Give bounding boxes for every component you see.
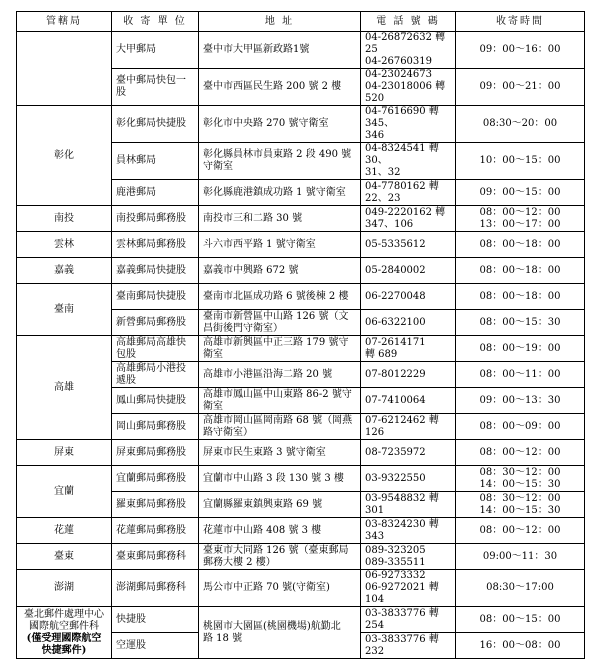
hours-text: 08：00～12：00 (479, 446, 561, 458)
hours-text: 10：00～15：00 (479, 155, 561, 166)
phone-text: 089-323205 (365, 544, 426, 556)
hours-cell (456, 32, 585, 69)
phone-cell (361, 362, 456, 388)
hours-cell (456, 310, 585, 336)
hours-text: 14：00～15：30 (479, 504, 561, 516)
region-cell-tainan: 臺南 (17, 284, 112, 336)
hours-text: 08：00～12：00 (479, 206, 561, 218)
phone-text: 03-3833776 轉 254 (365, 607, 439, 631)
address-text: 臺南市新營區中山路 126 號（文 (203, 310, 349, 322)
table-row (17, 544, 585, 570)
unit-text: 包股 (116, 348, 136, 360)
unit-cell (112, 492, 199, 518)
address-text: 花蓮市中山路 408 號 3 樓 (203, 524, 322, 536)
region-cell-taitung: 臺東 (17, 544, 112, 570)
phone-cell (361, 310, 456, 336)
hours-cell (456, 284, 585, 310)
phone-text: 07-6212462 轉 126 (365, 414, 439, 438)
hours-text: 09:00～11：30 (482, 550, 558, 562)
phone-cell (361, 388, 456, 414)
address-text: 臺中市大甲區新政路1號 (203, 44, 310, 55)
phone-text: 346 (365, 130, 385, 141)
phone-cell (361, 466, 456, 492)
unit-text: 新營郵局郵務股 (116, 316, 186, 328)
phone-cell (361, 180, 456, 206)
phone-text: 03-9548832 轉 301 (365, 492, 439, 516)
phone-text: 31、32 (365, 167, 401, 178)
phone-cell (361, 440, 456, 466)
phone-cell (361, 607, 456, 633)
phone-cell (361, 336, 456, 362)
hours-cell (456, 414, 585, 440)
taipei-center-note: 快捷郵件) (41, 644, 87, 656)
address-cell (199, 310, 361, 336)
unit-cell (112, 633, 199, 659)
unit-text: 高雄郵局小港投 (116, 362, 186, 374)
unit-text: 羅東郵局郵務股 (116, 498, 186, 510)
hours-cell (456, 607, 585, 633)
unit-cell (112, 32, 199, 69)
unit-cell (112, 180, 199, 206)
hours-cell (456, 570, 585, 607)
hours-cell (456, 106, 585, 143)
region-cell-pingtung: 屏東 (17, 440, 112, 466)
hours-text: 08：30～12：00 (479, 466, 561, 478)
address-text: 斗六市西平路 1 號守衛室 (203, 238, 316, 250)
hours-cell (456, 206, 585, 232)
header-address: 地 址 (199, 12, 361, 32)
hours-text: 08：30～12：00 (479, 492, 561, 504)
unit-text: 高雄郵局高雄快 (116, 336, 186, 348)
hours-cell (456, 336, 585, 362)
address-cell (199, 106, 361, 143)
taipei-center-note: (僅受理國際航空 (26, 632, 102, 644)
address-cell (199, 466, 361, 492)
hours-text: 08：00～18：00 (479, 238, 561, 250)
region-cell-taichung (17, 32, 112, 106)
table-row (17, 206, 585, 232)
table-row (17, 258, 585, 284)
table-row (17, 607, 585, 633)
address-cell (199, 362, 361, 388)
mail-acceptance-table (16, 11, 585, 659)
phone-text: 347、106 (365, 218, 414, 230)
taipei-center-dept: 國際航空郵件科 (29, 620, 99, 632)
unit-text: 彰化郵局快捷股 (116, 118, 186, 129)
phone-text: 04-7616690 轉 345、 (365, 106, 439, 129)
hours-cell (456, 180, 585, 206)
unit-cell (112, 336, 199, 362)
unit-text: 員林郵局 (116, 155, 156, 166)
unit-text: 嘉義郵局快捷股 (116, 264, 186, 276)
address-text: 屏東市民生東路 3 號守衛室 (203, 446, 326, 458)
hours-text: 08:30～17:00 (486, 582, 554, 593)
unit-text: 鹿港郵局 (116, 186, 156, 198)
unit-cell (112, 310, 199, 336)
unit-cell (112, 362, 199, 388)
address-cell (199, 284, 361, 310)
address-cell (199, 143, 361, 180)
phone-cell (361, 32, 456, 69)
table-row (17, 284, 585, 310)
header-hours: 收寄時間 (456, 12, 585, 32)
address-cell (199, 180, 361, 206)
phone-text: 05-5335612 (365, 238, 426, 250)
phone-cell (361, 258, 456, 284)
unit-text: 鳳山郵局快捷股 (116, 394, 186, 406)
table-row (17, 32, 585, 69)
phone-text: 08-7235972 (365, 446, 426, 458)
region-cell-penghu: 澎湖 (17, 570, 112, 607)
taipei-center-name: 臺北郵件處理中心 (24, 608, 104, 620)
header-row (17, 12, 585, 32)
unit-text: 臺中郵局快包一 (116, 75, 186, 86)
address-text: 衛室 (203, 348, 223, 360)
address-cell (199, 388, 361, 414)
hours-cell (456, 258, 585, 284)
table-row (17, 466, 585, 492)
hours-text: 09：00～13：30 (479, 394, 561, 406)
address-text: 衛室 (203, 400, 223, 412)
table-row (17, 336, 585, 362)
phone-text: 03-9322550 (365, 472, 426, 484)
hours-cell (456, 362, 585, 388)
hours-text: 16：00～08：00 (479, 639, 561, 651)
phone-cell (361, 544, 456, 570)
phone-text: 07-2614171 (365, 336, 426, 348)
hours-text: 14：00～15：30 (479, 478, 561, 490)
phone-cell (361, 414, 456, 440)
address-text: 嘉義市中興路 672 號 (203, 264, 299, 276)
phone-cell (361, 492, 456, 518)
address-text: 高雄市岡山區岡南路 68 號（岡燕 (203, 414, 353, 426)
hours-cell (456, 466, 585, 492)
region-cell-kaohsiung: 高雄 (17, 336, 112, 440)
address-cell (199, 492, 361, 518)
region-cell-taipei-center (17, 607, 112, 659)
address-text: 路守衛室） (203, 426, 253, 438)
header-region: 管轄局 (17, 12, 112, 32)
table-row (17, 570, 585, 607)
phone-cell (361, 206, 456, 232)
header-phone: 電 話 號 碼 (361, 12, 456, 32)
region-cell-chiayi: 嘉義 (17, 258, 112, 284)
region-cell-hualien: 花蓮 (17, 518, 112, 544)
address-cell (199, 570, 361, 607)
hours-cell (456, 492, 585, 518)
phone-text: 03-8324230 轉 343 (365, 518, 439, 542)
unit-cell (112, 206, 199, 232)
hours-text: 08:30～20：00 (482, 118, 558, 129)
unit-text: 臺東郵局郵務科 (116, 550, 186, 562)
address-text: 昌街後門守衛室） (203, 322, 283, 334)
address-cell (199, 518, 361, 544)
phone-text: 06-6322100 (365, 316, 426, 328)
unit-cell (112, 143, 199, 180)
unit-text: 快捷股 (116, 613, 146, 625)
unit-text: 澎湖郵局郵務科 (116, 582, 186, 593)
hours-text: 08：00～15：00 (479, 613, 561, 625)
unit-cell (112, 466, 199, 492)
hours-cell (456, 388, 585, 414)
address-text: 郵務大樓 2 樓） (203, 556, 276, 568)
address-cell (199, 32, 361, 69)
address-text: 守衛室 (203, 161, 233, 172)
phone-text: 07-7410064 (365, 394, 426, 406)
unit-text: 臺南郵局快捷股 (116, 290, 186, 302)
address-text: 馬公市中正路 70 號(守衛室) (203, 582, 330, 593)
address-text: 彰化縣員林市員東路 2 段 490 號 (203, 149, 352, 160)
phone-text: 04-23024673 (365, 69, 433, 80)
region-cell-yunlin: 雲林 (17, 232, 112, 258)
hours-cell (456, 633, 585, 659)
unit-text: 屏東郵局郵務股 (116, 446, 186, 458)
address-text: 臺南市北區成功路 6 號後棟 2 樓 (203, 290, 349, 302)
unit-cell (112, 69, 199, 106)
unit-cell (112, 258, 199, 284)
unit-cell (112, 440, 199, 466)
address-cell (199, 206, 361, 232)
address-cell (199, 258, 361, 284)
unit-text: 遞股 (116, 374, 136, 386)
phone-cell (361, 143, 456, 180)
unit-text: 岡山郵局郵務股 (116, 420, 186, 432)
hours-cell (456, 143, 585, 180)
phone-text: 07-8012229 (365, 368, 426, 380)
unit-cell (112, 232, 199, 258)
address-cell (199, 336, 361, 362)
region-cell-nantou: 南投 (17, 206, 112, 232)
address-text: 桃園市大園區(桃園機場)航勤北 (203, 620, 341, 632)
table-row (17, 232, 585, 258)
hours-text: 08：00～11：00 (479, 368, 561, 380)
phone-cell (361, 284, 456, 310)
unit-text: 股 (116, 87, 126, 98)
hours-text: 09：00～21：00 (479, 81, 561, 92)
address-cell (199, 232, 361, 258)
phone-cell (361, 106, 456, 143)
unit-text: 花蓮郵局郵務股 (116, 524, 186, 536)
unit-cell (112, 518, 199, 544)
hours-cell (456, 518, 585, 544)
hours-text: 09：00～15：00 (479, 186, 561, 198)
unit-cell (112, 284, 199, 310)
hours-text: 08：00～18：00 (479, 264, 561, 276)
address-text: 高雄市鳳山區中山東路 86-2 號守 (203, 388, 352, 400)
phone-text: 轉 689 (365, 348, 398, 360)
table-row (17, 440, 585, 466)
phone-text: 04-8324541 轉 30、 (365, 143, 439, 166)
address-cell (199, 414, 361, 440)
phone-text: 06-9272021 轉 104 (365, 582, 439, 605)
unit-cell (112, 570, 199, 607)
phone-cell (361, 232, 456, 258)
hours-cell (456, 440, 585, 466)
phone-cell (361, 518, 456, 544)
hours-text: 08：00～15：30 (479, 316, 561, 328)
hours-cell (456, 544, 585, 570)
unit-cell (112, 607, 199, 633)
unit-text: 南投郵局郵務股 (116, 212, 186, 224)
address-text: 宜蘭市中山路 3 段 130 號 3 樓 (203, 472, 344, 484)
hours-cell (456, 69, 585, 106)
address-text: 臺中市西區民生路 200 號 2 樓 (203, 81, 342, 92)
phone-text: 049-2220162 轉 (365, 206, 446, 218)
header-unit: 收 寄 單 位 (112, 12, 199, 32)
phone-cell (361, 633, 456, 659)
hours-text: 08：00～19：00 (479, 342, 561, 354)
hours-text: 13：00～17：00 (479, 218, 561, 230)
phone-cell (361, 69, 456, 106)
phone-text: 06-9273332 (365, 570, 426, 581)
address-text: 高雄市新興區中正三路 179 號守 (203, 336, 349, 348)
hours-text: 09：00～16：00 (479, 44, 561, 55)
phone-text: 04-26760319 (365, 56, 433, 67)
unit-text: 宜蘭郵局郵務股 (116, 472, 186, 484)
hours-text: 08：00～18：00 (479, 290, 561, 302)
phone-text: 06-2270048 (365, 290, 426, 302)
address-cell (199, 607, 361, 659)
phone-text: 04-23018006 轉 520 (365, 81, 446, 104)
table-row (17, 106, 585, 143)
address-text: 臺東市大同路 126 號（臺東郵局 (203, 544, 349, 556)
unit-cell (112, 544, 199, 570)
hours-cell (456, 232, 585, 258)
unit-text: 大甲郵局 (116, 44, 156, 55)
table-row (17, 518, 585, 544)
phone-text: 05-2840002 (365, 264, 426, 276)
mail-acceptance-table-sheet (16, 11, 584, 659)
hours-text: 08：00～09：00 (479, 420, 561, 432)
phone-text: 089-335511 (365, 556, 426, 568)
address-cell (199, 440, 361, 466)
address-text: 高雄市小港區沿海二路 20 號 (203, 368, 333, 380)
phone-text: 04-26872632 轉 25 (365, 32, 446, 55)
address-cell (199, 69, 361, 106)
address-text: 路 18 號 (203, 632, 243, 644)
address-cell (199, 544, 361, 570)
unit-cell (112, 414, 199, 440)
address-text: 彰化市中央路 270 號守衛室 (203, 118, 329, 129)
phone-text: 04-7780162 轉 22、23 (365, 180, 439, 204)
address-text: 宜蘭縣羅東鎮興東路 69 號 (203, 498, 323, 510)
region-cell-changhua: 彰化 (17, 106, 112, 206)
region-cell-yilan: 宜蘭 (17, 466, 112, 518)
hours-text: 08：00～12：00 (479, 524, 561, 536)
unit-text: 雲林郵局郵務股 (116, 238, 186, 250)
address-text: 南投市三和二路 30 號 (203, 212, 303, 224)
unit-text: 空運股 (116, 639, 146, 651)
unit-cell (112, 388, 199, 414)
unit-cell (112, 106, 199, 143)
address-text: 彰化縣鹿港鎮成功路 1 號守衛室 (203, 186, 346, 198)
phone-text: 03-3833776 轉 232 (365, 633, 439, 657)
phone-cell (361, 570, 456, 607)
